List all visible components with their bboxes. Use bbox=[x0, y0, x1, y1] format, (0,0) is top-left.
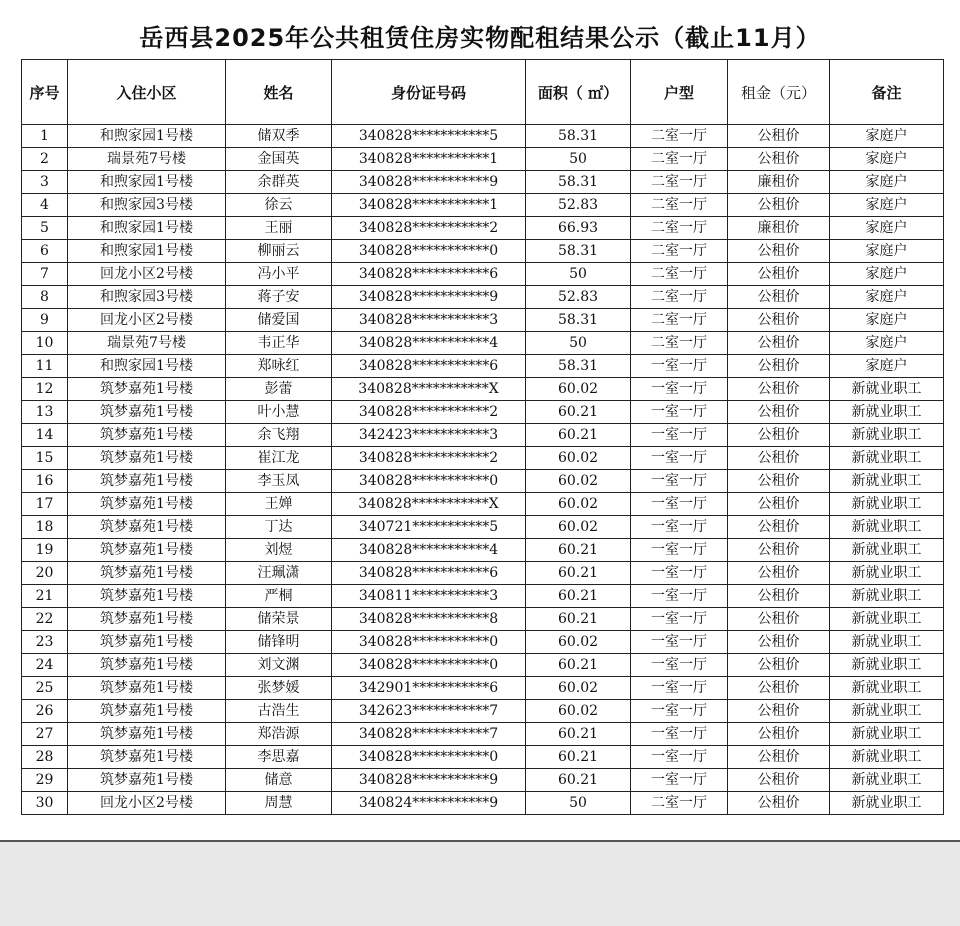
remark-cell: 新就业职工 bbox=[830, 539, 944, 562]
seq-cell: 28 bbox=[22, 746, 68, 769]
area-cell: 60.02 bbox=[526, 631, 631, 654]
table-row bbox=[22, 125, 944, 148]
id-number-cell: 340828***********2 bbox=[332, 447, 526, 470]
layout-cell: 一室一厅 bbox=[631, 401, 728, 424]
header-community: 入住小区 bbox=[68, 60, 226, 125]
remark-cell: 新就业职工 bbox=[830, 631, 944, 654]
community-cell: 和煦家园3号楼 bbox=[68, 286, 226, 309]
layout-cell: 二室一厅 bbox=[631, 171, 728, 194]
id-number-cell: 340828***********6 bbox=[332, 263, 526, 286]
community-cell: 筑梦嘉苑1号楼 bbox=[68, 516, 226, 539]
name-cell: 严桐 bbox=[226, 585, 332, 608]
area-cell: 60.02 bbox=[526, 516, 631, 539]
remark-cell: 家庭户 bbox=[830, 286, 944, 309]
remark-cell: 新就业职工 bbox=[830, 424, 944, 447]
name-cell: 冯小平 bbox=[226, 263, 332, 286]
remark-cell: 家庭户 bbox=[830, 240, 944, 263]
id-number-cell: 340828***********0 bbox=[332, 240, 526, 263]
page-title: 岳西县2025年公共租赁住房实物配租结果公示（截止11月） bbox=[139, 24, 821, 52]
community-cell: 筑梦嘉苑1号楼 bbox=[68, 746, 226, 769]
remark-cell: 新就业职工 bbox=[830, 470, 944, 493]
area-cell: 66.93 bbox=[526, 217, 631, 240]
layout-cell: 二室一厅 bbox=[631, 286, 728, 309]
community-cell: 和煦家园1号楼 bbox=[68, 217, 226, 240]
name-cell: 郑咏红 bbox=[226, 355, 332, 378]
layout-cell: 二室一厅 bbox=[631, 792, 728, 815]
name-cell: 郑浩源 bbox=[226, 723, 332, 746]
area-cell: 58.31 bbox=[526, 355, 631, 378]
name-cell: 周慧 bbox=[226, 792, 332, 815]
rent-cell: 公租价 bbox=[728, 447, 830, 470]
rent-cell: 公租价 bbox=[728, 125, 830, 148]
community-cell: 筑梦嘉苑1号楼 bbox=[68, 769, 226, 792]
community-cell: 筑梦嘉苑1号楼 bbox=[68, 470, 226, 493]
id-number-cell: 340828***********4 bbox=[332, 539, 526, 562]
table-row bbox=[22, 378, 944, 401]
remark-cell: 新就业职工 bbox=[830, 447, 944, 470]
table-row bbox=[22, 792, 944, 815]
id-number-cell: 340828***********0 bbox=[332, 654, 526, 677]
community-cell: 筑梦嘉苑1号楼 bbox=[68, 631, 226, 654]
remark-cell: 新就业职工 bbox=[830, 401, 944, 424]
id-number-cell: 340828***********6 bbox=[332, 355, 526, 378]
table-row bbox=[22, 585, 944, 608]
rent-cell: 公租价 bbox=[728, 608, 830, 631]
name-cell: 金国英 bbox=[226, 148, 332, 171]
layout-cell: 一室一厅 bbox=[631, 631, 728, 654]
name-cell: 刘煜 bbox=[226, 539, 332, 562]
name-cell: 余飞翔 bbox=[226, 424, 332, 447]
community-cell: 瑞景苑7号楼 bbox=[68, 148, 226, 171]
id-number-cell: 340828***********0 bbox=[332, 470, 526, 493]
name-cell: 韦正华 bbox=[226, 332, 332, 355]
layout-cell: 一室一厅 bbox=[631, 723, 728, 746]
seq-cell: 30 bbox=[22, 792, 68, 815]
layout-cell: 一室一厅 bbox=[631, 355, 728, 378]
remark-cell: 新就业职工 bbox=[830, 562, 944, 585]
remark-cell: 新就业职工 bbox=[830, 723, 944, 746]
header-layout: 户型 bbox=[631, 60, 728, 125]
community-cell: 筑梦嘉苑1号楼 bbox=[68, 677, 226, 700]
header-area: 面积（ ㎡） bbox=[526, 60, 631, 125]
id-number-cell: 340828***********0 bbox=[332, 631, 526, 654]
name-cell: 蒋子安 bbox=[226, 286, 332, 309]
rent-cell: 廉租价 bbox=[728, 171, 830, 194]
seq-cell: 22 bbox=[22, 608, 68, 631]
table-row bbox=[22, 309, 944, 332]
table-row bbox=[22, 516, 944, 539]
table-row bbox=[22, 562, 944, 585]
table-header-row bbox=[22, 60, 944, 125]
table-row bbox=[22, 539, 944, 562]
table-row bbox=[22, 723, 944, 746]
layout-cell: 一室一厅 bbox=[631, 585, 728, 608]
layout-cell: 一室一厅 bbox=[631, 746, 728, 769]
community-cell: 筑梦嘉苑1号楼 bbox=[68, 608, 226, 631]
seq-cell: 23 bbox=[22, 631, 68, 654]
table-row bbox=[22, 631, 944, 654]
layout-cell: 一室一厅 bbox=[631, 769, 728, 792]
header-name: 姓名 bbox=[226, 60, 332, 125]
area-cell: 60.21 bbox=[526, 585, 631, 608]
id-number-cell: 342901***********6 bbox=[332, 677, 526, 700]
header-rent: 租金（元） bbox=[728, 60, 830, 125]
community-cell: 和煦家园1号楼 bbox=[68, 171, 226, 194]
table-row bbox=[22, 401, 944, 424]
table-row bbox=[22, 746, 944, 769]
community-cell: 和煦家园1号楼 bbox=[68, 125, 226, 148]
name-cell: 储意 bbox=[226, 769, 332, 792]
seq-cell: 14 bbox=[22, 424, 68, 447]
name-cell: 李玉凤 bbox=[226, 470, 332, 493]
community-cell: 筑梦嘉苑1号楼 bbox=[68, 447, 226, 470]
name-cell: 储荣景 bbox=[226, 608, 332, 631]
header-id-number: 身份证号码 bbox=[332, 60, 526, 125]
name-cell: 汪珮潇 bbox=[226, 562, 332, 585]
seq-cell: 25 bbox=[22, 677, 68, 700]
seq-cell: 21 bbox=[22, 585, 68, 608]
seq-cell: 11 bbox=[22, 355, 68, 378]
layout-cell: 一室一厅 bbox=[631, 470, 728, 493]
layout-cell: 二室一厅 bbox=[631, 263, 728, 286]
table-row bbox=[22, 700, 944, 723]
remark-cell: 家庭户 bbox=[830, 332, 944, 355]
seq-cell: 26 bbox=[22, 700, 68, 723]
name-cell: 王丽 bbox=[226, 217, 332, 240]
rent-cell: 公租价 bbox=[728, 677, 830, 700]
id-number-cell: 340828***********4 bbox=[332, 332, 526, 355]
seq-cell: 8 bbox=[22, 286, 68, 309]
seq-cell: 12 bbox=[22, 378, 68, 401]
id-number-cell: 340828***********6 bbox=[332, 562, 526, 585]
rent-cell: 公租价 bbox=[728, 746, 830, 769]
area-cell: 52.83 bbox=[526, 194, 631, 217]
layout-cell: 二室一厅 bbox=[631, 240, 728, 263]
community-cell: 筑梦嘉苑1号楼 bbox=[68, 562, 226, 585]
layout-cell: 一室一厅 bbox=[631, 424, 728, 447]
id-number-cell: 340811***********3 bbox=[332, 585, 526, 608]
area-cell: 60.21 bbox=[526, 562, 631, 585]
table-row bbox=[22, 447, 944, 470]
id-number-cell: 340828***********9 bbox=[332, 769, 526, 792]
seq-cell: 3 bbox=[22, 171, 68, 194]
table-row bbox=[22, 654, 944, 677]
table-row bbox=[22, 240, 944, 263]
id-number-cell: 340828***********1 bbox=[332, 194, 526, 217]
seq-cell: 20 bbox=[22, 562, 68, 585]
seq-cell: 16 bbox=[22, 470, 68, 493]
seq-cell: 10 bbox=[22, 332, 68, 355]
community-cell: 筑梦嘉苑1号楼 bbox=[68, 723, 226, 746]
layout-cell: 一室一厅 bbox=[631, 493, 728, 516]
rent-cell: 公租价 bbox=[728, 792, 830, 815]
layout-cell: 一室一厅 bbox=[631, 608, 728, 631]
community-cell: 筑梦嘉苑1号楼 bbox=[68, 378, 226, 401]
name-cell: 张梦媛 bbox=[226, 677, 332, 700]
remark-cell: 新就业职工 bbox=[830, 608, 944, 631]
name-cell: 储爱国 bbox=[226, 309, 332, 332]
layout-cell: 一室一厅 bbox=[631, 378, 728, 401]
community-cell: 回龙小区2号楼 bbox=[68, 792, 226, 815]
community-cell: 回龙小区2号楼 bbox=[68, 263, 226, 286]
area-cell: 60.21 bbox=[526, 608, 631, 631]
seq-cell: 17 bbox=[22, 493, 68, 516]
table-row bbox=[22, 470, 944, 493]
area-cell: 50 bbox=[526, 148, 631, 171]
rent-cell: 廉租价 bbox=[728, 217, 830, 240]
seq-cell: 13 bbox=[22, 401, 68, 424]
area-cell: 58.31 bbox=[526, 171, 631, 194]
table-row bbox=[22, 217, 944, 240]
layout-cell: 一室一厅 bbox=[631, 654, 728, 677]
id-number-cell: 340828***********2 bbox=[332, 401, 526, 424]
id-number-cell: 340828***********3 bbox=[332, 309, 526, 332]
name-cell: 王婵 bbox=[226, 493, 332, 516]
seq-cell: 2 bbox=[22, 148, 68, 171]
name-cell: 刘文渊 bbox=[226, 654, 332, 677]
remark-cell: 家庭户 bbox=[830, 217, 944, 240]
name-cell: 储锋明 bbox=[226, 631, 332, 654]
area-cell: 50 bbox=[526, 792, 631, 815]
area-cell: 60.02 bbox=[526, 447, 631, 470]
id-number-cell: 340828***********1 bbox=[332, 148, 526, 171]
area-cell: 58.31 bbox=[526, 240, 631, 263]
name-cell: 徐云 bbox=[226, 194, 332, 217]
rent-cell: 公租价 bbox=[728, 585, 830, 608]
layout-cell: 二室一厅 bbox=[631, 125, 728, 148]
seq-cell: 18 bbox=[22, 516, 68, 539]
community-cell: 和煦家园3号楼 bbox=[68, 194, 226, 217]
seq-cell: 6 bbox=[22, 240, 68, 263]
layout-cell: 一室一厅 bbox=[631, 562, 728, 585]
name-cell: 叶小慧 bbox=[226, 401, 332, 424]
id-number-cell: 340828***********9 bbox=[332, 171, 526, 194]
rent-cell: 公租价 bbox=[728, 424, 830, 447]
table-row bbox=[22, 148, 944, 171]
seq-cell: 15 bbox=[22, 447, 68, 470]
rent-cell: 公租价 bbox=[728, 723, 830, 746]
seq-cell: 29 bbox=[22, 769, 68, 792]
community-cell: 筑梦嘉苑1号楼 bbox=[68, 654, 226, 677]
rent-cell: 公租价 bbox=[728, 194, 830, 217]
name-cell: 李思嘉 bbox=[226, 746, 332, 769]
area-cell: 60.21 bbox=[526, 723, 631, 746]
table-row bbox=[22, 171, 944, 194]
community-cell: 筑梦嘉苑1号楼 bbox=[68, 424, 226, 447]
remark-cell: 新就业职工 bbox=[830, 493, 944, 516]
rent-cell: 公租价 bbox=[728, 516, 830, 539]
header-remark: 备注 bbox=[830, 60, 944, 125]
area-cell: 60.21 bbox=[526, 401, 631, 424]
remark-cell: 家庭户 bbox=[830, 148, 944, 171]
remark-cell: 新就业职工 bbox=[830, 516, 944, 539]
remark-cell: 新就业职工 bbox=[830, 769, 944, 792]
rent-cell: 公租价 bbox=[728, 309, 830, 332]
layout-cell: 一室一厅 bbox=[631, 677, 728, 700]
rent-cell: 公租价 bbox=[728, 240, 830, 263]
table-row bbox=[22, 355, 944, 378]
rent-cell: 公租价 bbox=[728, 470, 830, 493]
remark-cell: 新就业职工 bbox=[830, 585, 944, 608]
layout-cell: 一室一厅 bbox=[631, 447, 728, 470]
seq-cell: 4 bbox=[22, 194, 68, 217]
remark-cell: 新就业职工 bbox=[830, 378, 944, 401]
id-number-cell: 340828***********8 bbox=[332, 608, 526, 631]
rent-cell: 公租价 bbox=[728, 562, 830, 585]
area-cell: 50 bbox=[526, 332, 631, 355]
remark-cell: 家庭户 bbox=[830, 194, 944, 217]
name-cell: 彭蕾 bbox=[226, 378, 332, 401]
id-number-cell: 340721***********5 bbox=[332, 516, 526, 539]
seq-cell: 9 bbox=[22, 309, 68, 332]
name-cell: 余群英 bbox=[226, 171, 332, 194]
layout-cell: 一室一厅 bbox=[631, 516, 728, 539]
rent-cell: 公租价 bbox=[728, 700, 830, 723]
id-number-cell: 340828***********2 bbox=[332, 217, 526, 240]
area-cell: 60.02 bbox=[526, 493, 631, 516]
layout-cell: 二室一厅 bbox=[631, 309, 728, 332]
id-number-cell: 340828***********X bbox=[332, 493, 526, 516]
area-cell: 60.21 bbox=[526, 424, 631, 447]
name-cell: 储双季 bbox=[226, 125, 332, 148]
layout-cell: 一室一厅 bbox=[631, 539, 728, 562]
name-cell: 古浩生 bbox=[226, 700, 332, 723]
layout-cell: 二室一厅 bbox=[631, 217, 728, 240]
rent-cell: 公租价 bbox=[728, 493, 830, 516]
viewer-bottom-area bbox=[0, 840, 960, 926]
community-cell: 和煦家园1号楼 bbox=[68, 240, 226, 263]
remark-cell: 新就业职工 bbox=[830, 700, 944, 723]
table-row bbox=[22, 263, 944, 286]
name-cell: 丁达 bbox=[226, 516, 332, 539]
rent-cell: 公租价 bbox=[728, 286, 830, 309]
allocation-table bbox=[21, 59, 944, 815]
table-row bbox=[22, 677, 944, 700]
id-number-cell: 340824***********9 bbox=[332, 792, 526, 815]
area-cell: 60.02 bbox=[526, 378, 631, 401]
remark-cell: 新就业职工 bbox=[830, 677, 944, 700]
area-cell: 52.83 bbox=[526, 286, 631, 309]
community-cell: 筑梦嘉苑1号楼 bbox=[68, 700, 226, 723]
area-cell: 60.02 bbox=[526, 470, 631, 493]
seq-cell: 5 bbox=[22, 217, 68, 240]
table-row bbox=[22, 769, 944, 792]
area-cell: 60.21 bbox=[526, 746, 631, 769]
name-cell: 柳丽云 bbox=[226, 240, 332, 263]
rent-cell: 公租价 bbox=[728, 654, 830, 677]
community-cell: 筑梦嘉苑1号楼 bbox=[68, 401, 226, 424]
remark-cell: 家庭户 bbox=[830, 171, 944, 194]
id-number-cell: 342423***********3 bbox=[332, 424, 526, 447]
remark-cell: 新就业职工 bbox=[830, 654, 944, 677]
layout-cell: 二室一厅 bbox=[631, 148, 728, 171]
table-body bbox=[22, 125, 944, 815]
rent-cell: 公租价 bbox=[728, 769, 830, 792]
seq-cell: 27 bbox=[22, 723, 68, 746]
id-number-cell: 342623***********7 bbox=[332, 700, 526, 723]
community-cell: 瑞景苑7号楼 bbox=[68, 332, 226, 355]
remark-cell: 家庭户 bbox=[830, 309, 944, 332]
area-cell: 50 bbox=[526, 263, 631, 286]
id-number-cell: 340828***********5 bbox=[332, 125, 526, 148]
area-cell: 58.31 bbox=[526, 309, 631, 332]
rent-cell: 公租价 bbox=[728, 401, 830, 424]
table-row bbox=[22, 424, 944, 447]
seq-cell: 7 bbox=[22, 263, 68, 286]
remark-cell: 新就业职工 bbox=[830, 746, 944, 769]
area-cell: 60.02 bbox=[526, 700, 631, 723]
seq-cell: 19 bbox=[22, 539, 68, 562]
remark-cell: 家庭户 bbox=[830, 125, 944, 148]
id-number-cell: 340828***********9 bbox=[332, 286, 526, 309]
table-row bbox=[22, 194, 944, 217]
rent-cell: 公租价 bbox=[728, 378, 830, 401]
community-cell: 和煦家园1号楼 bbox=[68, 355, 226, 378]
rent-cell: 公租价 bbox=[728, 631, 830, 654]
community-cell: 筑梦嘉苑1号楼 bbox=[68, 585, 226, 608]
community-cell: 筑梦嘉苑1号楼 bbox=[68, 493, 226, 516]
id-number-cell: 340828***********0 bbox=[332, 746, 526, 769]
remark-cell: 新就业职工 bbox=[830, 792, 944, 815]
seq-cell: 24 bbox=[22, 654, 68, 677]
seq-cell: 1 bbox=[22, 125, 68, 148]
area-cell: 60.21 bbox=[526, 539, 631, 562]
id-number-cell: 340828***********7 bbox=[332, 723, 526, 746]
remark-cell: 家庭户 bbox=[830, 263, 944, 286]
rent-cell: 公租价 bbox=[728, 539, 830, 562]
rent-cell: 公租价 bbox=[728, 148, 830, 171]
community-cell: 回龙小区2号楼 bbox=[68, 309, 226, 332]
table-row bbox=[22, 332, 944, 355]
community-cell: 筑梦嘉苑1号楼 bbox=[68, 539, 226, 562]
name-cell: 崔江龙 bbox=[226, 447, 332, 470]
id-number-cell: 340828***********X bbox=[332, 378, 526, 401]
layout-cell: 二室一厅 bbox=[631, 332, 728, 355]
layout-cell: 一室一厅 bbox=[631, 700, 728, 723]
table-row bbox=[22, 493, 944, 516]
rent-cell: 公租价 bbox=[728, 355, 830, 378]
remark-cell: 家庭户 bbox=[830, 355, 944, 378]
area-cell: 60.21 bbox=[526, 654, 631, 677]
table-row bbox=[22, 286, 944, 309]
header-seq: 序号 bbox=[22, 60, 68, 125]
rent-cell: 公租价 bbox=[728, 263, 830, 286]
rent-cell: 公租价 bbox=[728, 332, 830, 355]
area-cell: 58.31 bbox=[526, 125, 631, 148]
area-cell: 60.02 bbox=[526, 677, 631, 700]
table-row bbox=[22, 608, 944, 631]
layout-cell: 二室一厅 bbox=[631, 194, 728, 217]
area-cell: 60.21 bbox=[526, 769, 631, 792]
